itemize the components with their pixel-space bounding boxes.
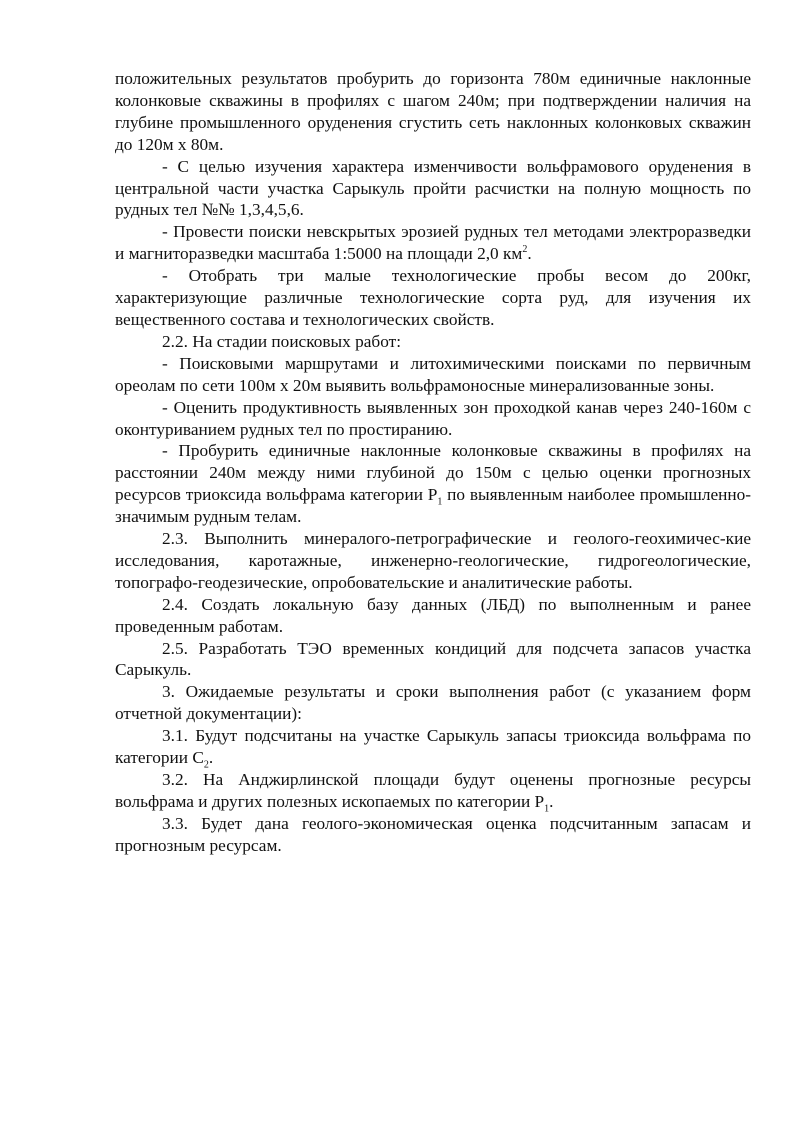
paragraph-text: .	[549, 791, 554, 811]
paragraph-p-proby	[115, 265, 751, 331]
document-page	[115, 68, 751, 857]
paragraph-text: .	[208, 748, 214, 768]
paragraph-text: 2.2. На стадии поисковых работ:	[162, 331, 401, 351]
paragraph-text: 3.2. На Анджирлинской площади будут оценены прогнозные ресурсы вольфрама и других полезных ископаемых по категории Р	[115, 770, 751, 811]
paragraph-text: 2.5. Разработать ТЭО временных кондиций для подсчета запасов участка Сарыкуль.	[115, 638, 751, 680]
superscript: 2	[522, 244, 528, 256]
paragraph-p-kanavy	[115, 397, 751, 441]
paragraph-text: 2.3. Выполнить минералого-петрографические и геолого-геохимичес-кие исследования, каротажные, инженерно-геологические, гидрогеологические, топографо-геодезические, опробовательские и аналитические работы.	[115, 529, 751, 592]
paragraph-p-3-3	[115, 813, 751, 857]
paragraph-text: - Пробурить единичные наклонные колонковые скважины в профилях на расстоянии 240м между ними глубиной до 150м с целью оценки прогнозных ресурсов триоксида вольфрама категории Р	[115, 441, 751, 505]
paragraph-p-marshruty	[115, 353, 751, 397]
paragraph-text: положительных результатов пробурить до горизонта 780м единичные наклонные колонковые скважины в профилях с шагом 240м; при подтверждении наличия на глубине промышленного оруденения сгустить сеть наклонных колонковых скважин до 120м х 80м.	[115, 69, 751, 154]
paragraph-text: по выявленным наиболее промышленно-значимым рудным телам.	[115, 485, 752, 527]
paragraph-text: .	[527, 244, 532, 264]
paragraph-text: 3. Ожидаемые результаты и сроки выполнения работ (с указанием форм отчетной документации):	[115, 682, 751, 724]
paragraph-p-2-5	[115, 638, 751, 682]
paragraph-text: - С целью изучения характера изменчивости вольфрамового оруденения в центральной части участка Сарыкуль пройти расчистки на полную мощность по рудных тел №№ 1,3,4,5,6.	[115, 156, 751, 220]
paragraph-text: 3.1. Будут подсчитаны на участке Сарыкуль запасы триоксида вольфрама по категории С	[115, 726, 751, 768]
paragraph-p-3	[115, 681, 751, 725]
paragraph-p-skvazhiny	[115, 440, 751, 528]
paragraph-text: - Отобрать три малые технологические пробы весом до 200кг, характеризующие различные технологические сорта руд, для изучения их вещественного состава и технологических свойств.	[115, 266, 751, 329]
paragraph-p-2-3	[115, 528, 751, 594]
paragraph-text: 2.4. Создать локальную базу данных (ЛБД) по выполненным и ранее проведенным работам.	[115, 594, 751, 636]
paragraph-p-rasch	[115, 156, 751, 222]
paragraph-p-3-1	[115, 725, 751, 769]
subscript: 1	[437, 496, 443, 508]
paragraph-text: - Оценить продуктивность выявленных зон проходкой канав через 240-160м с оконтуриванием рудных тел по простиранию.	[115, 397, 751, 439]
paragraph-text: - Поисковыми маршрутами и литохимическими поисками по первичным ореолам по сети 100м х 20м выявить вольфрамоносные минерализованные зоны.	[115, 353, 751, 395]
paragraph-p-3-2	[115, 769, 751, 813]
paragraph-p-2-2	[115, 331, 751, 353]
paragraph-text: 3.3. Будет дана геолого-экономическая оценка подсчитанным запасам и прогнозным ресурсам.	[115, 813, 751, 855]
paragraph-p-poiski	[115, 221, 751, 265]
paragraph-p-cont	[115, 68, 751, 156]
paragraph-p-2-4	[115, 594, 751, 638]
paragraph-text: - Провести поиски невскрытых эрозией рудных тел методами электроразведки и магниторазведки масштаба 1:5000 на площади 2,0 км	[115, 222, 751, 264]
subscript: 1	[544, 803, 550, 815]
subscript: 2	[203, 759, 209, 771]
